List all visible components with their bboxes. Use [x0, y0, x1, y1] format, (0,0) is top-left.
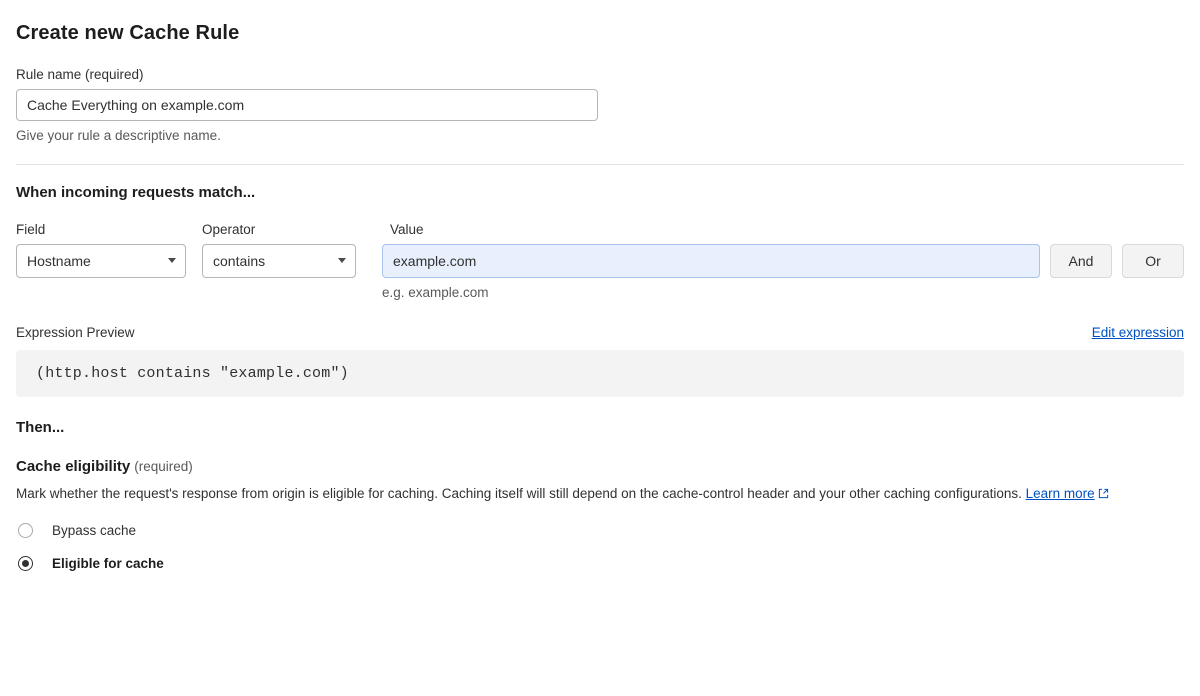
cache-eligibility-description-text: Mark whether the request's response from origin is eligible for caching. Caching itself will still depend on the cache-control header and your other caching configurations. [16, 486, 1026, 501]
section-divider [16, 164, 1184, 165]
radio-label-bypass-cache: Bypass cache [52, 523, 137, 539]
and-button[interactable]: And [1050, 244, 1112, 278]
expression-text: (http.host contains "example.com") [36, 365, 349, 382]
match-row [16, 244, 1184, 300]
radio-option-bypass-cache[interactable] [16, 523, 1184, 538]
operator-select-value: contains [202, 244, 356, 278]
external-link-icon [1098, 485, 1109, 505]
radio-label-eligible-for-cache: Eligible for cache [52, 556, 164, 572]
rule-name-input[interactable] [16, 89, 598, 121]
rule-name-help: Give your rule a descriptive name. [16, 128, 221, 143]
chevron-down-icon [168, 258, 176, 263]
expression-header [16, 325, 1184, 340]
cache-eligibility-required: (required) [134, 459, 193, 474]
value-hint: e.g. example.com [382, 285, 489, 300]
learn-more-link[interactable]: Learn more [1025, 486, 1095, 501]
cache-eligibility-title: Cache eligibility [16, 458, 131, 475]
value-input[interactable] [382, 244, 1040, 278]
cache-eligibility-description [16, 484, 1184, 505]
field-select[interactable] [16, 244, 186, 278]
cache-eligibility-heading [16, 458, 1184, 475]
rule-name-label: Rule name (required) [16, 67, 144, 82]
or-button[interactable]: Or [1122, 244, 1184, 278]
then-section-heading: Then... [16, 419, 65, 436]
condition-buttons [1050, 244, 1184, 278]
page-title: Create new Cache Rule [16, 22, 240, 44]
radio-icon-selected[interactable] [18, 556, 33, 571]
match-section-heading: When incoming requests match... [16, 184, 256, 201]
radio-option-eligible-for-cache[interactable] [16, 556, 1184, 571]
operator-column-label: Operator [202, 222, 256, 237]
expression-preview-box [16, 350, 1184, 397]
edit-expression-link[interactable]: Edit expression [1091, 325, 1184, 340]
chevron-down-icon [338, 258, 346, 263]
value-column-label: Value [390, 222, 424, 237]
value-column [382, 244, 1040, 300]
expression-preview-label: Expression Preview [16, 325, 135, 340]
radio-icon[interactable] [18, 523, 33, 538]
field-select-value: Hostname [16, 244, 186, 278]
match-column-labels [16, 222, 1184, 237]
field-column-label: Field [16, 222, 46, 237]
operator-select[interactable] [202, 244, 356, 278]
